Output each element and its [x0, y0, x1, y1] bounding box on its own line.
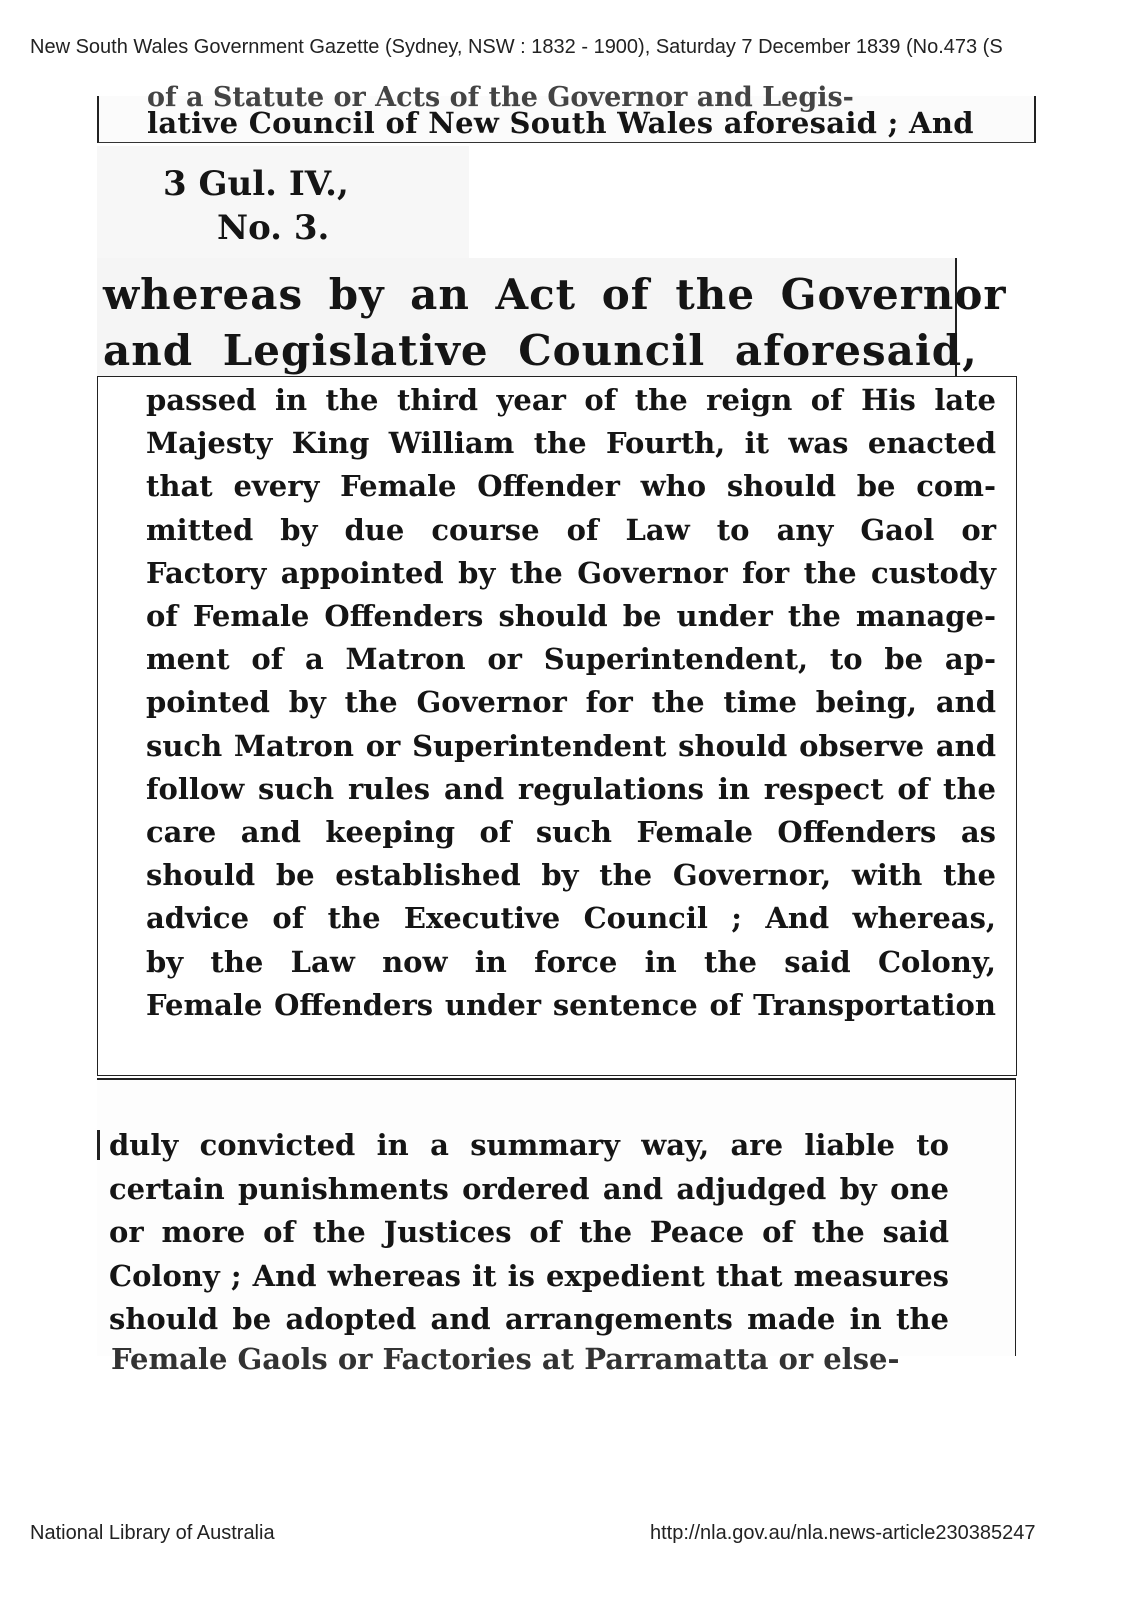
body-line: ment of a Matron or Superintendent, to be ap- [146, 642, 996, 677]
body-line: Majesty King William the Fourth, it was enacted [146, 426, 996, 461]
continuation-line: should be adopted and arrangements made in the [109, 1302, 949, 1336]
article-clip-top [97, 82, 1036, 143]
body-line: pointed by the Governor for the time being, and [146, 685, 996, 720]
continuation-clip [97, 1078, 1016, 1376]
heading-clip [97, 258, 1007, 376]
body-line: mitted by due course of Law to any Gaol or [146, 512, 996, 547]
margin-note-number: No. 3. [217, 208, 330, 248]
clip-text-line: lative Council of New South Wales aforesaid ; And [147, 106, 974, 140]
continuation-line: duly convicted in a summary way, are liable to [109, 1128, 949, 1162]
body-line: passed in the third year of the reign of His late [146, 383, 996, 417]
body-line: follow such rules and regulations in respect of the [146, 771, 996, 806]
body-line: of Female Offenders should be under the manage- [146, 599, 996, 634]
footer-library-name: National Library of Australia [30, 1522, 275, 1544]
continuation-line: Colony ; And whereas it is expedient that measures [109, 1258, 949, 1293]
page-citation-header: New South Wales Government Gazette (Sydney, NSW : 1832 - 1900), Saturday 7 December 1839 (No.473 (S [30, 36, 1003, 58]
body-line: advice of the Executive Council ; And whereas, [146, 901, 996, 936]
footer-article-url[interactable]: http://nla.gov.au/nla.news-article230385247 [650, 1522, 1036, 1544]
body-line: that every Female Offender who should be com- [146, 469, 996, 504]
column-rule [97, 1130, 100, 1160]
body-line: Female Offenders under sentence of Transportation [146, 987, 996, 1022]
clipped-line-fragment: Female Gaols or Factories at Parramatta or else- [111, 1342, 900, 1376]
continuation-paragraph [109, 1124, 949, 1342]
continuation-line: certain punishments ordered and adjudged by one [109, 1171, 949, 1206]
clipped-line-fragment: of a Statute or Acts of the Governor and Legis- [147, 82, 854, 113]
body-line: Factory appointed by the Governor for the custody [146, 555, 996, 590]
body-line: care and keeping of such Female Offenders as [146, 815, 996, 850]
continuation-line: or more of the Justices of the Peace of the said [109, 1215, 949, 1249]
heading-line-1: whereas by an Act of the Governor [103, 270, 1007, 319]
heading-line-2: and Legislative Council aforesaid, [103, 326, 978, 375]
body-line: such Matron or Superintendent should observe and [146, 728, 996, 763]
margin-note-statute: 3 Gul. IV., [163, 164, 349, 204]
body-clip [97, 376, 1017, 1076]
body-line: should be established by the Governor, with the [146, 858, 996, 893]
body-paragraph [146, 379, 996, 1027]
margin-note-clip [97, 146, 469, 258]
body-line: by the Law now in force in the said Colony, [146, 944, 996, 979]
